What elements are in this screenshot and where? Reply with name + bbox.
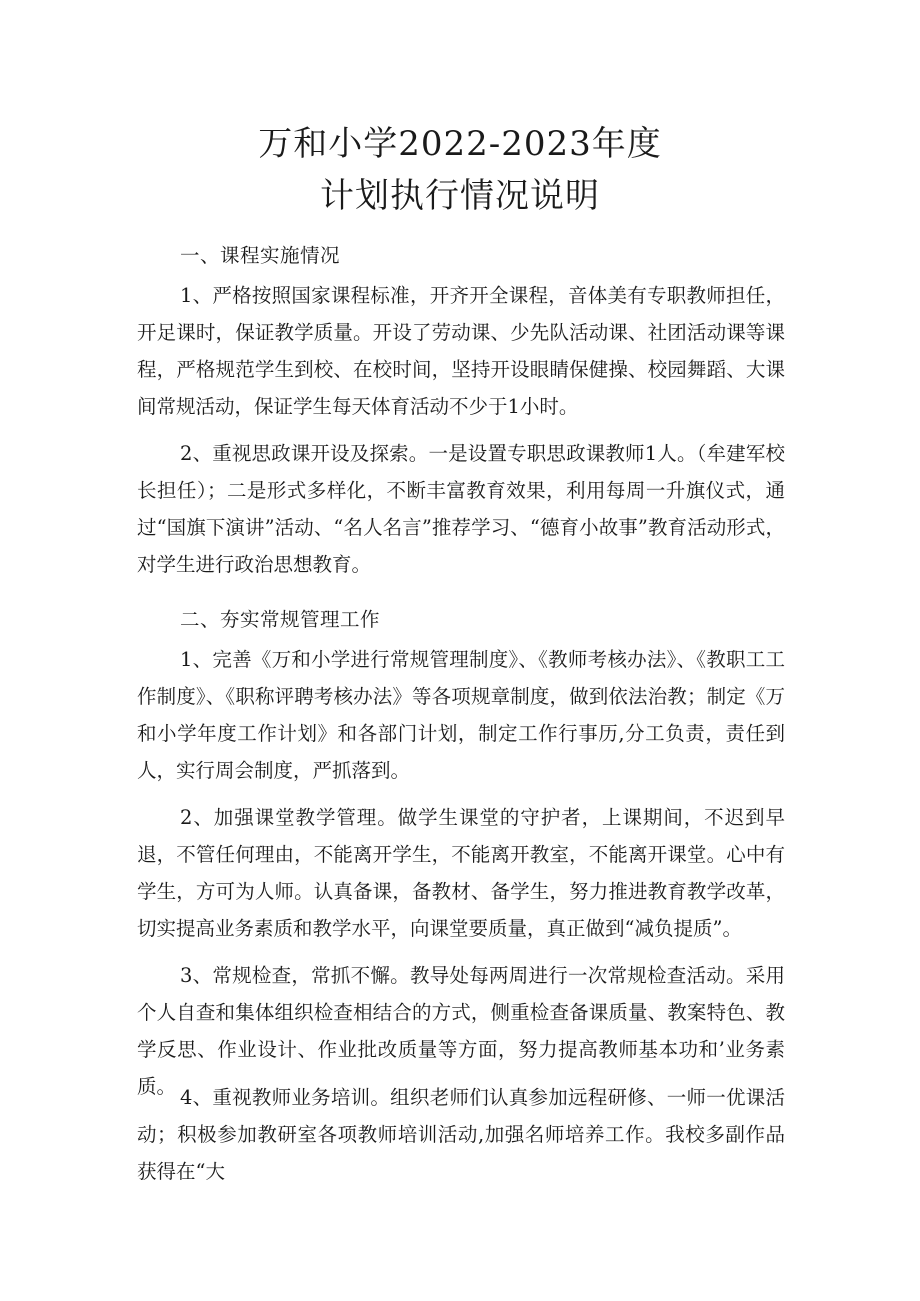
section1-paragraph-1: 1、严格按照国家课程标准，开齐开全课程，音体美有专职教师担任，开足课时，保证教学质量。开设了劳动课、少先队活动课、社团活动课等课程，严格规范学生到校、在校时间，坚持开设眼睛保健操、校园舞蹈、大课间常规活动，保证学生每天体育活动不少于1小时。 <box>137 284 785 418</box>
section2-heading: 二、夯实常规管理工作 <box>180 608 381 631</box>
section1-heading: 一、课程实施情况 <box>180 244 341 267</box>
section2-paragraph-4: 4、重视教师业务培训。组织老师们认真参加远程研修、一师一优课活动；积极参加教研室各项教师培训活动,加强名师培养工作。我校多副作品获得在“大 <box>137 1086 785 1183</box>
document-title-line1: 万和小学2022-2023年度 <box>258 124 662 164</box>
section2-paragraph-3: 3、常规检查，常抓不懈。教导处每两周进行一次常规检查活动。采用个人自查和集体组织检查相结合的方式，侧重检查备课质量、教案特色、教学反思、作业设计、作业批改质量等方面，努力提高教师基本功和’业务素质。 <box>137 964 785 1098</box>
section2-paragraph-2: 2、加强课堂教学管理。做学生课堂的守护者，上课期间，不迟到早退，不管任何理由，不能离开学生，不能离开教室，不能离开课堂。心中有学生，方可为人师。认真备课，备教材、备学生，努力推进教育教学改革，切实提高业务素质和教学水平，向课堂要质量，真正做到“减负提质”。 <box>137 806 785 940</box>
document-title-line2: 计划执行情况说明 <box>320 176 600 216</box>
section1-paragraph-2: 2、重视思政课开设及探索。一是设置专职思政课教师1人。（牟建军校长担任）；二是形式多样化，不断丰富教育效果，利用每周一升旗仪式，通过“国旗下演讲”活动、“名人名言”推荐学习、“德育小故事”教育活动形式，对学生进行政治思想教育。 <box>137 442 785 576</box>
section2-paragraph-1: 1、完善《万和小学进行常规管理制度》、《教师考核办法》、《教职工工作制度》、《职称评聘考核办法》等各项规章制度，做到依法治教；制定《万和小学年度工作计划》和各部门计划，制定工作行事历,分工负责，责任到人，实行周会制度，严抓落到。 <box>137 648 785 782</box>
